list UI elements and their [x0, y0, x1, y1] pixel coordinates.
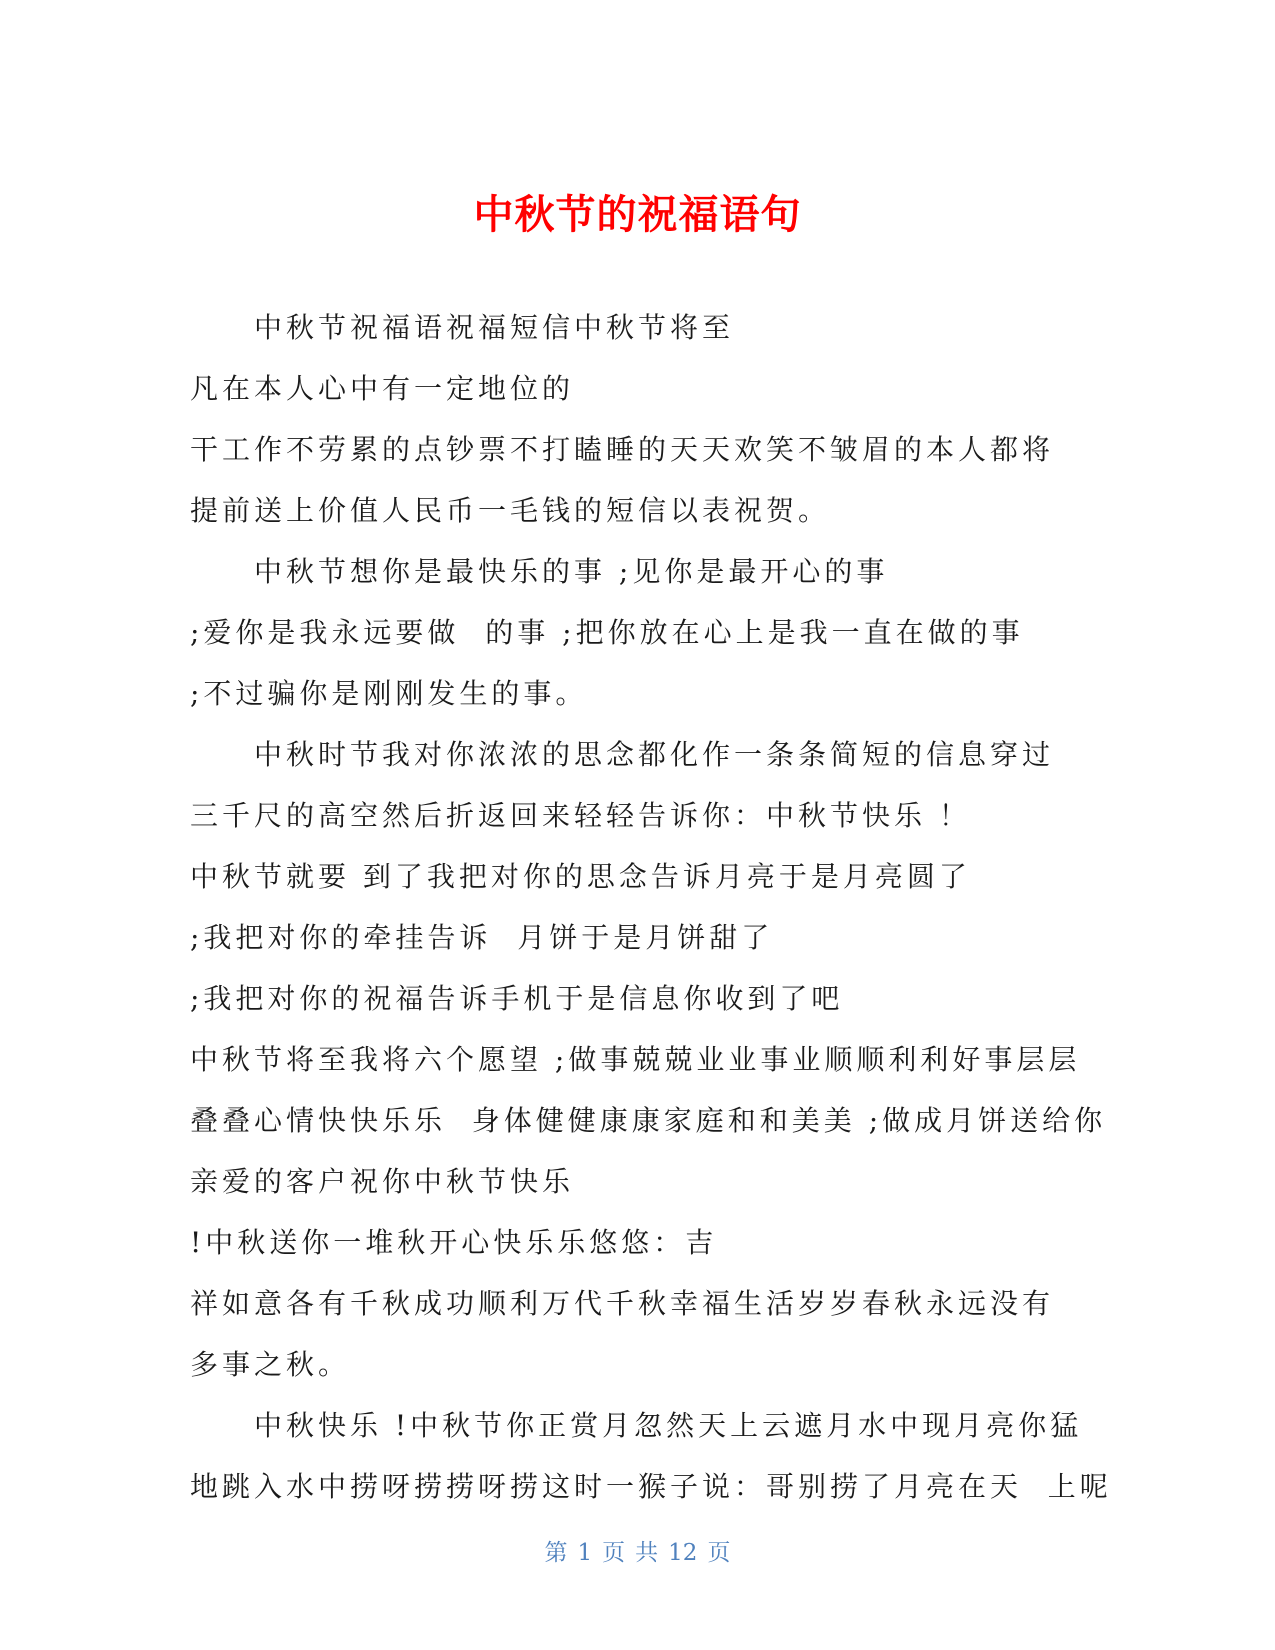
footer-total-pages: 12 — [668, 1540, 698, 1566]
document-body — [190, 297, 1112, 1517]
body-line: 中秋时节我对你浓浓的思念都化作一条条简短的信息穿过 — [254, 738, 1055, 771]
body-line: 中秋快乐 !中秋节你正赏月忽然天上云遮月水中现月亮你猛 — [254, 1409, 1083, 1442]
body-line: 祥如意各有千秋成功顺利万代千秋幸福生活岁岁春秋永远没有 — [190, 1287, 1055, 1320]
body-line: 叠叠心情快快乐乐 身体健健康康家庭和和美美 ;做成月饼送给你 — [190, 1104, 1107, 1137]
body-line: ;爱你是我永远要做 的事 ;把你放在心上是我一直在做的事 — [190, 616, 1024, 649]
body-line: !中秋送你一堆秋开心快乐乐悠悠：吉 — [190, 1226, 718, 1259]
body-line: 中秋节祝福语祝福短信中秋节将至 — [254, 311, 735, 344]
body-line: ;我把对你的祝福告诉手机于是信息你收到了吧 — [190, 982, 844, 1015]
body-line: 中秋节将至我将六个愿望 ;做事兢兢业业事业顺顺利利好事层层 — [190, 1043, 1081, 1076]
body-line: 中秋节想你是最快乐的事 ;见你是最开心的事 — [254, 555, 889, 588]
footer-total-word: 共 — [635, 1540, 659, 1566]
body-line: ;不过骗你是刚刚发生的事。 — [190, 677, 588, 710]
footer-page-unit-end: 页 — [707, 1540, 731, 1566]
footer-current-page: 1 — [577, 1540, 593, 1566]
body-line: 干工作不劳累的点钞票不打瞌睡的天天欢笑不皱眉的本人都将 — [190, 433, 1055, 466]
body-line: 提前送上价值人民币一毛钱的短信以表祝贺。 — [190, 494, 831, 527]
body-line: ;我把对你的牵挂告诉 月饼于是月饼甜了 — [190, 921, 774, 954]
body-line: 地跳入水中捞呀捞捞呀捞这时一猴子说：哥别捞了月亮在天 上呢 — [190, 1470, 1112, 1503]
footer-page-word: 第 — [544, 1540, 568, 1566]
body-line: 三千尺的高空然后折返回来轻轻告诉你：中秋节快乐 ！ — [190, 799, 971, 832]
footer-page-unit: 页 — [602, 1540, 626, 1566]
document-title: 中秋节的祝福语句 — [473, 191, 802, 238]
body-line: 亲爱的客户祝你中秋节快乐 — [190, 1165, 575, 1198]
body-line: 中秋节就要 到了我把对你的思念告诉月亮于是月亮圆了 — [190, 860, 971, 893]
body-line: 多事之秋。 — [190, 1348, 351, 1381]
body-line: 凡在本人心中有一定地位的 — [190, 372, 575, 405]
page-footer — [0, 1537, 1275, 1569]
